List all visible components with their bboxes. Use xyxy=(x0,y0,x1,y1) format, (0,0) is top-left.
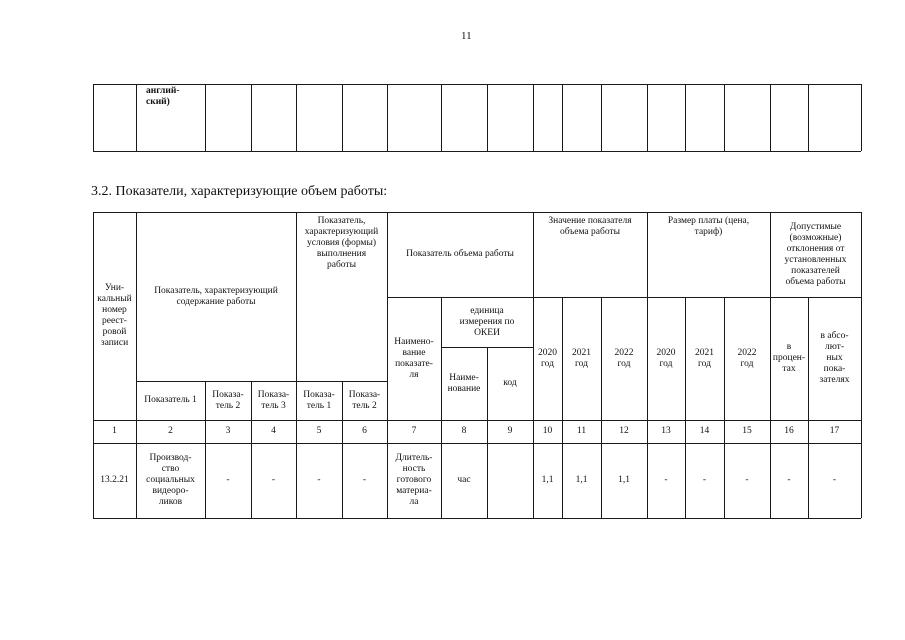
header-volume-year-2021: 2021 год xyxy=(572,347,591,369)
section-title: 3.2. Показатели, характеризующие объем работы: xyxy=(91,184,388,199)
column-number: 5 xyxy=(316,426,322,436)
header-volume-year-2020: 2020 год xyxy=(538,347,557,369)
table-cell: - xyxy=(271,475,276,485)
header-conditions-sub-1: Показа- тель 1 xyxy=(303,389,335,411)
table-rule xyxy=(93,518,861,519)
column-number: 3 xyxy=(225,426,231,436)
header-content-sub-1: Показатель 1 xyxy=(144,395,197,405)
table-rule xyxy=(251,84,252,151)
header-payment-year-2020: 2020 год xyxy=(656,347,676,369)
table-rule xyxy=(93,151,861,152)
table-rule xyxy=(724,84,725,151)
column-number: 10 xyxy=(542,426,553,436)
column-number: 12 xyxy=(619,426,629,436)
header-unit-okei: единица измерения по ОКЕИ xyxy=(459,305,515,338)
column-number: 1 xyxy=(112,426,117,436)
table-rule xyxy=(861,84,862,151)
table-rule xyxy=(770,84,771,151)
table-cell: - xyxy=(362,475,367,485)
header-unit-name: Наиме- нование xyxy=(447,372,481,394)
table-rule xyxy=(487,84,488,151)
header-content-sub-2: Показа- тель 2 xyxy=(212,389,244,411)
table-cell: - xyxy=(745,475,749,485)
table-rule xyxy=(533,84,534,151)
table-cell: 13.2.21 xyxy=(100,475,129,485)
column-number: 17 xyxy=(829,426,840,436)
header-deviation-absolute: в абсо- лют- ных пока- зателях xyxy=(819,331,850,385)
header-payment-year-2021: 2021 год xyxy=(695,347,714,369)
table-cell: Длитель- ность готового материа- ла xyxy=(395,453,433,507)
table-cell: 1,1 xyxy=(618,475,630,485)
table-cell: 1,1 xyxy=(541,475,554,485)
column-number: 14 xyxy=(699,426,710,436)
header-content-sub-3: Показа- тель 3 xyxy=(257,389,290,411)
table-cell: - xyxy=(787,475,791,485)
table-rule xyxy=(685,84,686,151)
column-number: 7 xyxy=(411,426,417,436)
column-number: 6 xyxy=(362,426,367,436)
table-rule xyxy=(296,84,297,151)
table-cell xyxy=(487,443,533,518)
header-payment-year-2022: 2022 год xyxy=(737,347,757,369)
table-rule xyxy=(562,84,563,151)
table-rule xyxy=(387,84,388,151)
header-volume-value: Значение показателя объема работы xyxy=(548,216,632,237)
header-unique-number: Уни- кальный номер реест- ровой записи xyxy=(97,283,132,348)
header-indicator-name: Наимено- вание показате- ля xyxy=(394,336,434,380)
column-number: 8 xyxy=(461,426,467,436)
table-cell: - xyxy=(226,475,230,485)
column-number: 15 xyxy=(742,426,752,436)
continuation-cell-text: англий- ский) xyxy=(146,86,180,107)
header-unit-code: код xyxy=(503,378,517,388)
header-payment: Размер платы (цена, тариф) xyxy=(667,216,750,237)
table-cell: - xyxy=(702,475,707,485)
column-number: 2 xyxy=(168,426,173,436)
table-cell: 1,1 xyxy=(575,475,588,485)
table-rule xyxy=(93,84,94,151)
table-cell: час xyxy=(457,475,471,485)
column-number: 11 xyxy=(576,426,587,436)
table-rule xyxy=(808,84,809,151)
header-conditions-sub-2: Показа- тель 2 xyxy=(348,389,381,411)
table-rule xyxy=(205,84,206,151)
table-rule xyxy=(647,84,648,151)
column-number: 13 xyxy=(661,426,671,436)
header-volume-year-2022: 2022 год xyxy=(614,347,634,369)
table-rule xyxy=(601,84,602,151)
header-conditions-indicator: Показатель, характеризующий условия (формы) выполнения работы xyxy=(304,216,379,270)
column-number: 4 xyxy=(271,426,276,436)
table-cell: Производ- ство социальных видеоро- ликов xyxy=(146,453,195,507)
table-rule xyxy=(861,212,862,518)
table-cell: - xyxy=(664,475,668,485)
header-deviations: Допустимые (возможные) отклонения от установленных показателей объема работы xyxy=(784,221,847,287)
table-rule xyxy=(441,84,442,151)
column-number: 9 xyxy=(507,426,513,436)
header-deviation-percent: в процен- тах xyxy=(772,342,806,374)
table-cell: - xyxy=(317,475,321,485)
header-content-indicator: Показатель, характеризующий содержание работы xyxy=(154,285,278,307)
column-number: 16 xyxy=(784,426,794,436)
header-volume-indicator: Показатель объема работы xyxy=(406,249,514,259)
table-cell: - xyxy=(832,475,837,485)
page-number: 11 xyxy=(461,30,472,42)
table-rule xyxy=(342,84,343,151)
table-rule xyxy=(93,84,861,85)
